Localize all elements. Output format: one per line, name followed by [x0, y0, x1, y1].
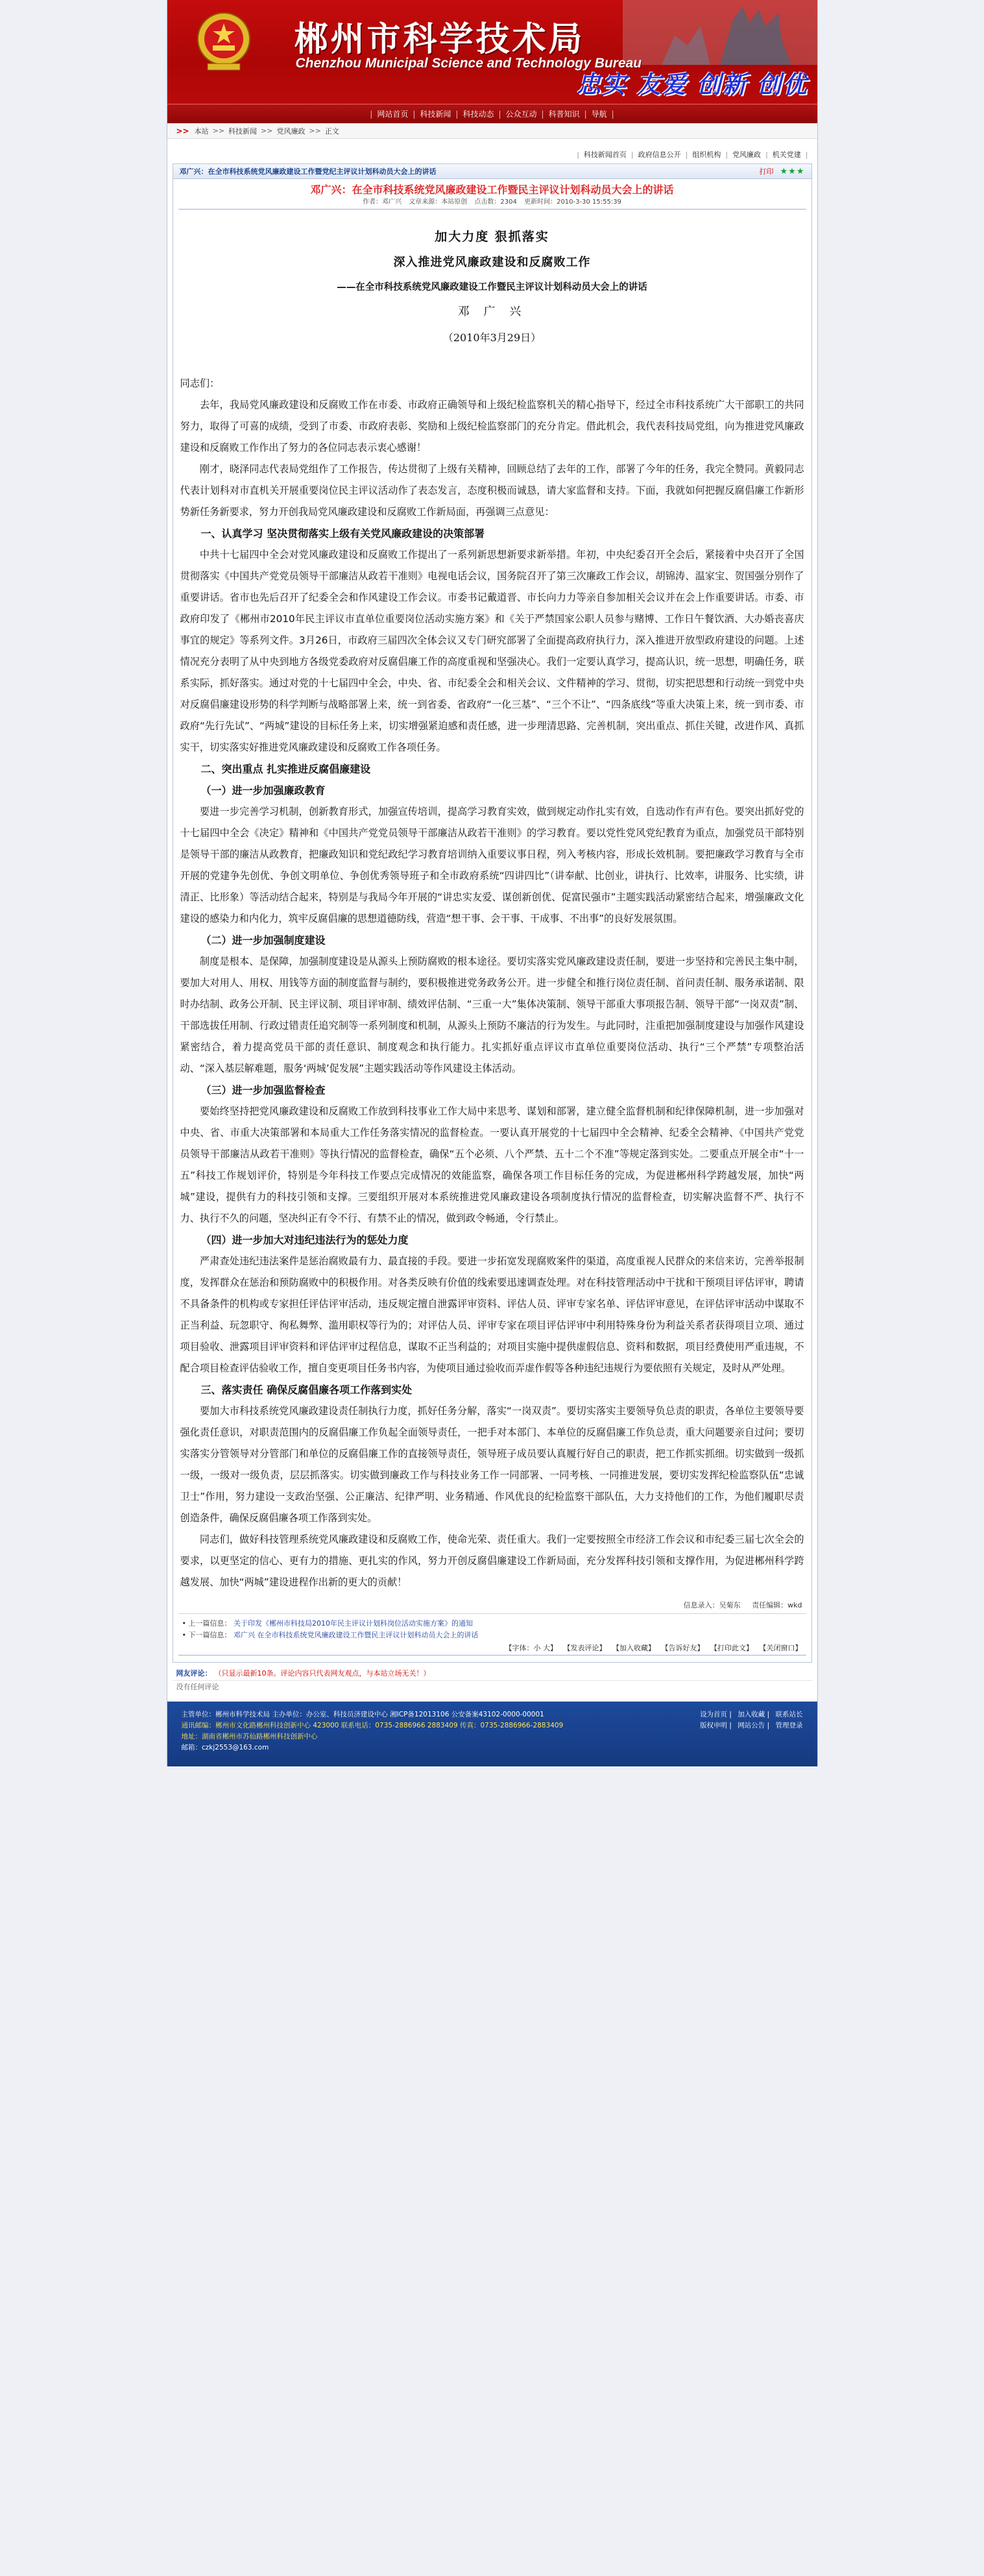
section-heading: （二）进一步加强制度建设 — [200, 934, 326, 946]
body-paragraph: 中共十七届四中全会对党风廉政建设和反腐败工作提出了一系列新思想新要求新举措。年初，中央纪委召开全会后，紧接着中央召开了全国贯彻落实《中国共产党党员领导干部廉洁从政若干准则》电视电话会议，国务院召开了第三次廉政工作会议，胡锦涛、温家宝、贺国强分别作了重要讲话。省市也先后召开了纪委全会和作风建设工作会议。市委书记戴道晋、市长向力力等亲自参加相关会议并在会上作重要讲话。市委、市政府印发了《郴州市2010年民主评议市直单位重要岗位活动实施方案》和《关于严禁国家公职人员参与赌博、工作日午餐饮酒、大办婚丧喜庆事宜的规定》等系列文件。3月26日，市政府三届四次全体会议又专门研究部署了全面提高政府执行力，深入推进开放型政府建设的问题。上述情况充分表明了从中央到地方各级党委政府对反腐倡廉工作的高度重视和坚强决心。我们一定要认真学习，提高认识，统一思想，明确任务，联系实际，抓好落实。通过对党的十七届四中全会，中央、省、市纪委全会和相关会议、文件精神的学习、贯彻，切实把思想和行动统一到党中央对反腐倡廉建设形势的科学判断与战略部署上来，统一到省委、省政府“一化三基”、“三个不让”、“四条底线”等重大决策上来，统一到市委、市政府“先行先试”、“两城”建设的目标任务上来，切实增强紧迫感和责任感，进一步理清思路、完善机制，突出重点、抓住关键，改进作风、真抓实干，切实落实好推进党风廉政建设和反腐败工作各项任务。 — [180, 549, 804, 753]
body-paragraph: 制度是根本、是保障，加强制度建设是从源头上预防腐败的根本途径。要切实落实党风廉政建设责任制，要进一步坚持和完善民主集中制，要加大对用人、用权、用钱等方面的制度监督与制约，要积极推进党务政务公开。进一步健全和推行岗位责任制、首问责任制、服务承诺制、限时办结制、政务公开制、民主评议制、项目评审制、绩效评估制、“三重一大”集体决策制、领导干部重大事项报告制、领导干部“一岗双责”制、干部选拔任用制、行政过错责任追究制等一系列制度和机制，从源头上预防不廉洁的行为发生。与此同时，注重把加强制度建设与加强作风建设紧密结合，着力提高党员干部的责任意识、制度观念和执行能力。扎实抓好重点评议市直单位重要岗位活动、执行“三个严禁”专项整治活动、“深入基层解难题，服务‘两城’促发展”主题实践活动等作风建设主体活动。 — [180, 956, 804, 1074]
speech-speaker: 邓 广 兴 — [457, 305, 527, 319]
prev-label: 上一篇信息： — [188, 1619, 232, 1628]
comment-note: （只显示最新10条。评论内容只代表网友观点，与本站立场无关！） — [214, 1668, 431, 1678]
author-line — [178, 1600, 806, 1614]
prev-next — [178, 1614, 806, 1643]
divider — [178, 209, 806, 210]
rating-stars-icon: ★★★ — [780, 166, 805, 176]
next-item: • 下一篇信息： 邓广兴 在全市科技系统党风廉政建设工作暨民主评议计划科动员大会上的讲话 — [182, 1631, 479, 1639]
article-tools — [178, 1643, 806, 1655]
add-favorite-button[interactable]: 【加入收藏】 — [612, 1644, 655, 1652]
salutation: 同志们： — [180, 378, 220, 389]
body-paragraph: 要加大市科技系统党风廉政建设责任制执行力度，抓好任务分解，落实“一岗双责”。要切实落实主要领导负总责的职责，各单位主要领导要强化责任意识，对职责范围内的反腐倡廉工作负起全面领导责任，一把手对本部门、本单位的反腐倡廉工作负总责，重大问题要亲自过问；要切实落实分管领导对分管部门和单位的反腐倡廉工作的直接领导责任，领导班子成员要认真履行好自己的职责，把工作抓实抓细。切实做到一级抓一级，一级对一级负责，层层抓落实。切实做到廉政工作与科技业务工作一同部署、一同考核、一同推进发展，要切实发挥纪检监察队伍“忠诚卫士”作用，努力建设一支政治坚强、公正廉洁、纪律严明、业务精通、作风优良的纪检监察干部队伍，大力支持他们的工作，为他们履职尽责创造条件，确保反腐倡廉各项工作落到实处。 — [180, 1405, 804, 1524]
body-paragraph: 刚才，晓泽同志代表局党组作了工作报告，传达贯彻了上级有关精神，回顾总结了去年的工作，部署了今年的任务，我完全赞同。黄毅同志代表计划科对市直机关开展重要岗位民主评议活动作了表态发言，态度积极而诚恳，请大家监督和支持。下面，我就如何把握反腐倡廉工作新形势新任务新要求，努力开创我局党风廉政建设和反腐败工作新局面，再强调三点意见： — [180, 463, 804, 518]
site-motto: 忠实 友爱 创新 创优 — [576, 71, 808, 99]
copyright-link[interactable]: 版权申明 — [700, 1722, 728, 1729]
prev-item: • 上一篇信息： 关于印发《郴州市科技局2010年民主评议计划科岗位活动实施方案》的通知 — [182, 1619, 473, 1628]
main-nav: | 网站首页 | 科技新闻 | 科技动态 | 公众互动 | 科普知识 | 导航 | — [167, 104, 817, 123]
site-notice-link[interactable]: 网站公告 — [738, 1722, 765, 1729]
footer-line-2: 通讯邮编：郴州市文化路郴州科技创新中心 423000 联系电话：0735-2886966 2883409 传真：0735-2886966-2883409 — [181, 1722, 564, 1729]
footer-line-1: 主管单位：郴州市科学技术局 主办单位：办公室、科技员济建设中心 湘ICP备12013106 公安备案43102-0000-00001 — [181, 1711, 544, 1718]
site-title: 郴州市科学技术局 — [294, 19, 585, 59]
speech-title-1: 加大力度 狠抓落实 — [435, 230, 549, 244]
prev-link[interactable]: 关于印发《郴州市科技局2010年民主评议计划科岗位活动实施方案》的通知 — [234, 1619, 473, 1628]
breadcrumb-current: 正文 — [324, 126, 339, 136]
responsible-editor: 责任编辑：wkd — [752, 1601, 802, 1609]
section-heading: 一、认真学习 坚决贯彻落实上级有关党风廉政建设的决策部署 — [200, 527, 485, 540]
body-paragraph: 去年，我局党风廉政建设和反腐败工作在市委、市政府正确领导和上级纪检监察机关的精心指导下，经过全市科技系统广大干部职工的共同努力，取得了可喜的成绩，受到了市委、市政府表彰、奖励和上级纪检监察部门的充分肯定。借此机会，我代表科技局党组，向为推进党风廉政建设和反腐败工作作出了努力的各位同志表示衷心感谢！ — [180, 399, 804, 453]
section-heading: （三）进一步加强监督检查 — [200, 1084, 326, 1096]
meta-updated: 更新时间：2010-3-30 15:55:39 — [524, 199, 621, 206]
speech-date: （2010年3月29日） — [442, 331, 542, 344]
nav-item-dynamics[interactable]: 科技动态 — [462, 110, 494, 119]
body-paragraph: 要进一步完善学习机制，创新教育形式，加强宣传培训，提高学习教育实效，做到规定动作扎实有效，自选动作有声有色。要突出抓好党的十七届四中全会《决定》精神和《中国共产党党员领导干部廉洁从政若干准则》的学习教育。要以党性党风党纪教育为重点，加强党员干部特别是领导干部的廉洁从政教育，把廉政知识和党纪政纪学习教育培训纳入重要议事日程，列入考核内容，形成长效机制。要把廉政学习教育与全市开展的党建争先创优、争创文明单位、争创优秀领导班子和全市政府系统“四讲四比”（讲奉献、比创业，讲执行、比效率，讲服务、比实绩，讲清正、比形象）等活动结合起来，特别是与我局今年开展的“讲忠实友爱、谋创新创优、促富民强市”主题实践活动紧密结合起来，增强廉政文化建设的感染力和内化力，筑牢反腐倡廉的思想道德防线，营造“想干事、会干事、干成事、不出事”的良好发展氛围。 — [180, 806, 804, 924]
section-heading: （一）进一步加强廉政教育 — [200, 784, 326, 797]
footer-info — [182, 1709, 564, 1759]
footer-links: 设为首页 | 加入收藏 | 联系站长 版权申明 | 网站公告 | 管理登录 — [700, 1711, 803, 1729]
footer-line-3: 地址：湖南省郴州市苏仙路郴州科技创新中心 — [181, 1733, 318, 1740]
tab-news-home[interactable]: 科技新闻首页 — [583, 150, 627, 159]
article-meta — [178, 196, 806, 209]
nav-item-science[interactable]: 科普知识 — [548, 110, 580, 119]
section-heading: （四）进一步加大对违纪违法行为的惩处力度 — [200, 1234, 409, 1246]
body-paragraph: 要始终坚持把党风廉政建设和反腐败工作放到科技事业工作大局中来思考、谋划和部署，建立健全监督机制和纪律保障机制，进一步加强对中央、省、市重大决策部署和本局重大工作任务落实情况的监督检查。一要认真开展党的十七届四中全会精神、纪委全会精神、《中国共产党党员领导干部廉洁从政若干准则》等执行情况的监督检查，确保“五个必须、八个严禁、五十二个不准”等规定落到实处。二要重点开展全市“十一五”科技工作规划评价，特别是今年科技工作要点完成情况的效能监察，确保各项工作目标任务的完成，为促进郴州科学跨越发展，加快“两城”建设，提供有力的科技引领和支撑。三要组织开展对本系统推进党风廉政建设各项制度执行情况的监督检查，切实解决监督不严、执行不力、执行不久的问题，坚决纠正有令不行、有禁不止的情况，做到政令畅通，令行禁止。 — [180, 1105, 804, 1224]
nav-item-guide[interactable]: 导航 — [591, 110, 607, 119]
nav-item-home[interactable]: 网站首页 — [377, 110, 409, 119]
site-footer — [167, 1702, 817, 1766]
tab-integrity[interactable]: 党风廉政 — [732, 150, 762, 159]
next-label: 下一篇信息： — [188, 1631, 232, 1639]
print-article-button[interactable]: 【打印此文】 — [710, 1644, 753, 1652]
meta-source: 文章来源：本站原创 — [409, 199, 468, 206]
body-paragraph: 同志们，做好科技管理系统党风廉政建设和反腐败工作，使命光荣、责任重大。我们一定要按照全市经济工作会议和市纪委三届七次全会的要求，以更坚定的信心、更有力的措施、更扎实的作风，努力开创反腐倡廉建设工作新局面，充分发挥科技引领和支撑作用，为促进郴州科学跨越发展、加快“两城”建设进程作出新的更大的贡献！ — [180, 1534, 804, 1588]
tab-info-public[interactable]: 政府信息公开 — [638, 150, 681, 159]
speech-title-2: 深入推进党风廉政建设和反腐败工作 — [393, 256, 591, 269]
breadcrumb-news[interactable]: 科技新闻 — [228, 126, 258, 136]
page — [167, 0, 818, 1766]
article — [173, 179, 812, 1663]
breadcrumb-category[interactable]: 党风廉政 — [276, 126, 306, 136]
sculpture-graphic-icon — [623, 0, 817, 65]
entry-author: 信息录入：吴菊东 — [683, 1601, 741, 1609]
print-link[interactable]: 打印 — [759, 167, 774, 176]
nav-item-news[interactable]: 科技新闻 — [420, 110, 451, 119]
body-paragraph: 严肃查处违纪违法案件是惩治腐败最有力、最直接的手段。要进一步拓宽发现腐败案件的渠道，高度重视人民群众的来信来访，完善举报制度，发挥群众在惩治和预防腐败中的积极作用。对各类反映有价值的线索要迅速调查处理。对在科技管理活动中干扰和干预项目评估评审，聘请不具备条件的机构或专家担任评估评审活动，违反规定擅自泄露评审资料、评估人员、评审专家名单、评估评审意见，在评估评审活动中谋取不正当利益、玩忽职守、徇私舞弊、滥用职权等行为的；对评估人员、评审专家在项目评估评审中利用特殊身份为利益关系者获得项目立项、通过项目验收、泄露项目评审资料和评估评审过程信息，谋取不正当利益的；对项目实施中提供虚假信息、资料和数据，项目经费使用严重违规，不配合项目检查评估验收工作，擅自变更项目任务书内容，为使项目通过验收而弄虚作假等各种违纪违规行为要依照有关规定，及时从严处理。 — [180, 1255, 804, 1374]
close-window-button[interactable]: 【关闭窗口】 — [759, 1644, 802, 1652]
contact-admin-link[interactable]: 联系站长 — [775, 1711, 803, 1718]
speech-subtitle: ——在全市科技系统党风廉政建设工作暨民主评议计划科动员大会上的讲话 — [337, 282, 647, 293]
national-emblem-icon — [193, 9, 254, 74]
breadcrumb-arrow-icon: >> — [176, 126, 189, 136]
article-title-bar — [173, 163, 812, 179]
set-homepage-link[interactable]: 设为首页 — [700, 1711, 728, 1718]
article-body — [178, 224, 806, 1593]
add-favorite-link[interactable]: 加入收藏 — [738, 1711, 765, 1718]
tab-party-building[interactable]: 机关党建 — [772, 150, 801, 159]
section-heading: 三、落实责任 确保反腐倡廉各项工作落到实处 — [200, 1384, 413, 1396]
breadcrumb-site[interactable]: 本站 — [194, 126, 209, 136]
title-bar-text: 邓广兴：在全市科技系统党风廉政建设工作暨党纪主评议计划科动员大会上的讲话 — [179, 167, 437, 176]
meta-clicks: 点击数：2304 — [474, 199, 517, 206]
footer-line-4: 邮箱：czkj2553@163.com — [181, 1744, 269, 1751]
nav-item-interaction[interactable]: 公众互动 — [505, 110, 537, 119]
comment-label: 网友评论： — [176, 1668, 212, 1678]
post-comment-button[interactable]: 【发表评论】 — [563, 1644, 606, 1652]
section-heading: 二、突出重点 扎实推进反腐倡廉建设 — [200, 763, 371, 775]
article-headline: 邓广兴：在全市科技系统党风廉政建设工作暨民主评议计划科动员大会上的讲话 — [310, 184, 674, 196]
breadcrumb: >> 本站 >> 科技新闻 >> 党风廉政 >> 正文 — [167, 123, 817, 139]
site-title-en: Chenzhou Municipal Science and Technology Bureau — [295, 56, 642, 71]
paragraph-list — [180, 373, 804, 1593]
admin-login-link[interactable]: 管理登录 — [775, 1722, 803, 1729]
next-link[interactable]: 邓广兴 在全市科技系统党风廉政建设工作暨民主评议计划科动员大会上的讲话 — [234, 1631, 479, 1639]
sub-tabs: | 科技新闻首页 | 政府信息公开 | 组织机构 | 党风廉政 | 机关党建 | — [577, 150, 808, 159]
meta-author: 作者：邓广兴 — [363, 199, 402, 206]
comment-header — [173, 1665, 812, 1681]
font-size-tool[interactable]: 【字体：小 大】 — [505, 1644, 557, 1652]
no-comment-text: 没有任何评论 — [176, 1683, 219, 1691]
site-banner — [167, 0, 817, 104]
tell-friend-button[interactable]: 【告诉好友】 — [661, 1644, 704, 1652]
tab-organization[interactable]: 组织机构 — [692, 150, 721, 159]
